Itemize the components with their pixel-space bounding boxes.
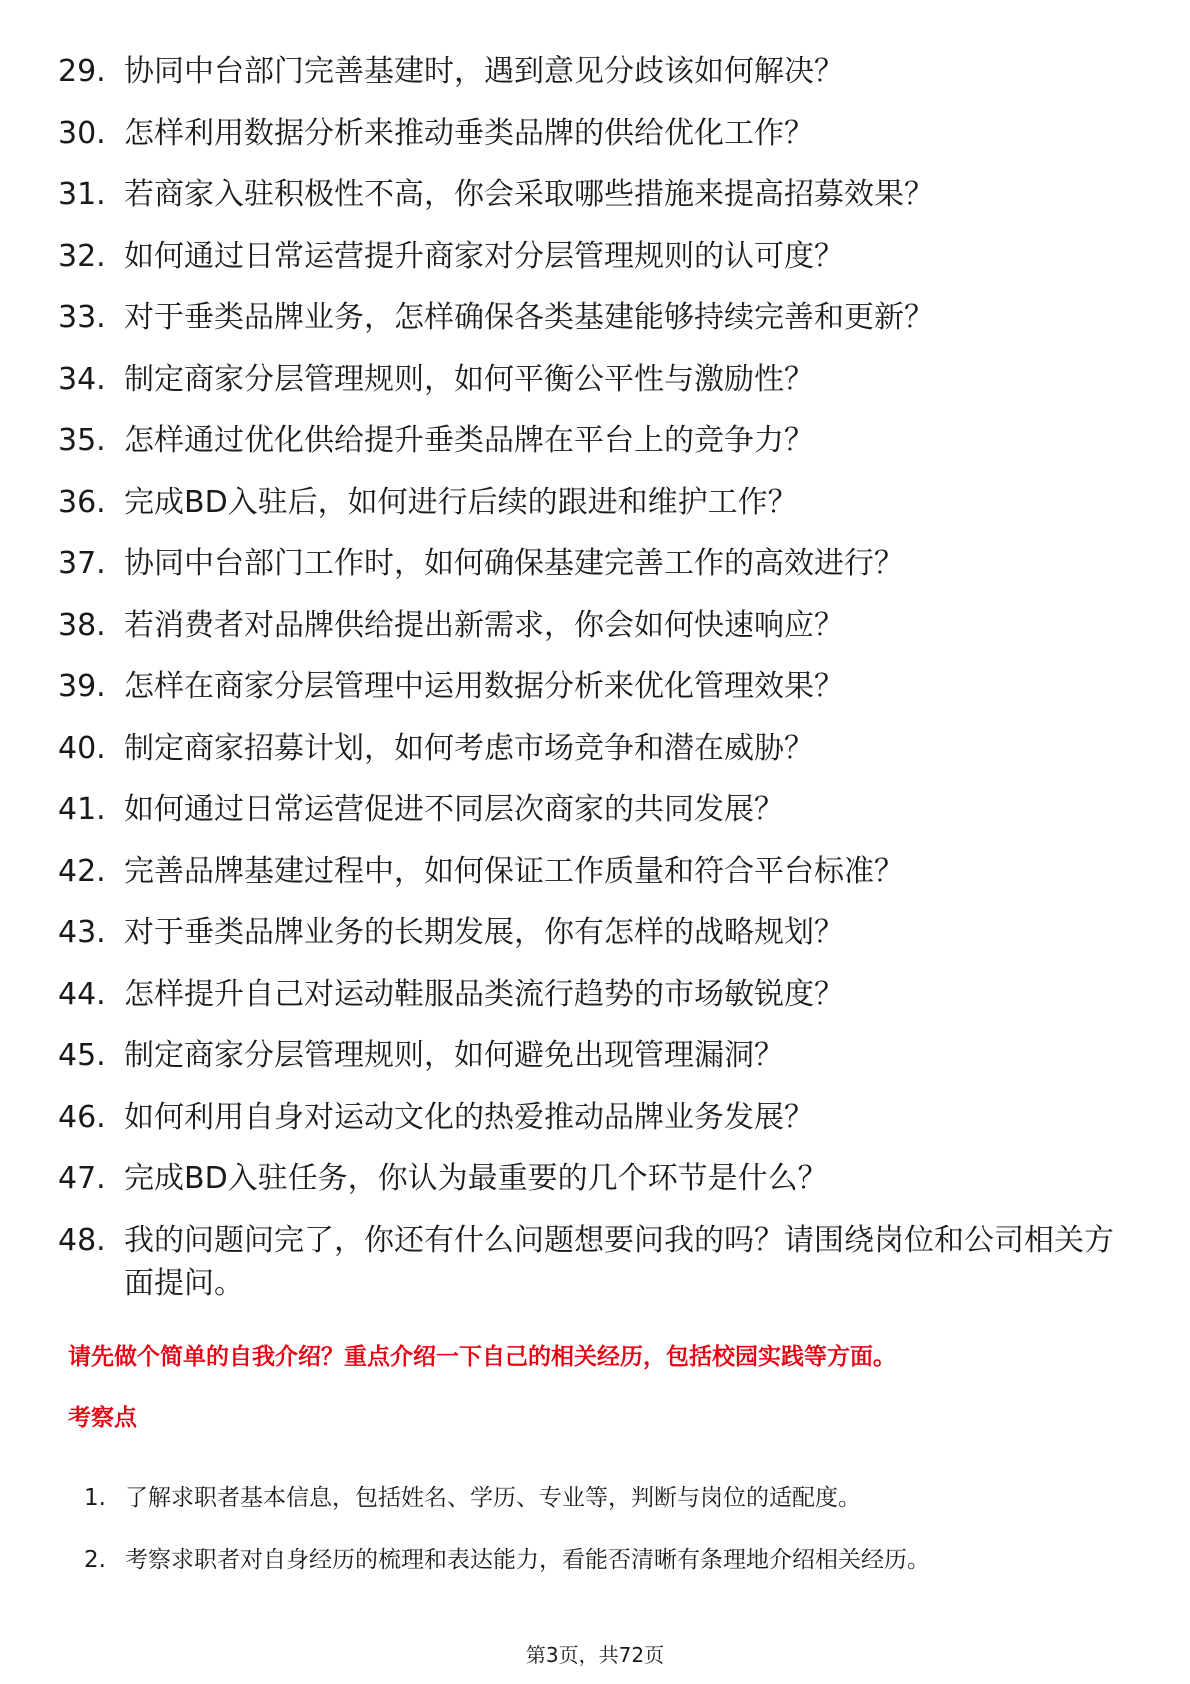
question-item — [58, 1096, 1138, 1139]
question-item — [58, 50, 1138, 93]
question-item — [58, 665, 1138, 708]
question-item — [58, 235, 1138, 278]
question-number: 44. — [58, 976, 106, 1012]
question-item — [58, 604, 1138, 647]
question-item — [58, 788, 1138, 831]
point-number: 1. — [84, 1485, 106, 1511]
question-item — [58, 173, 1138, 216]
question-item — [58, 358, 1138, 401]
question-number: 46. — [58, 1099, 106, 1135]
question-text: 怎样通过优化供给提升垂类品牌在平台上的竞争力？ — [124, 423, 814, 458]
question-number: 36. — [58, 484, 106, 520]
question-text: 若商家入驻积极性不高，你会采取哪些措施来提高招募效果？ — [124, 177, 934, 212]
question-text: 制定商家分层管理规则，如何平衡公平性与激励性？ — [124, 361, 814, 397]
question-number: 37. — [58, 546, 106, 581]
point-text: 考察求职者对自身经历的梳理和表达能力，看能否清晰有条理地介绍相关经历。 — [125, 1547, 930, 1573]
question-number: 38. — [58, 607, 106, 643]
question-text: 若消费者对品牌供给提出新需求，你会如何快速响应？ — [124, 607, 844, 643]
question-item — [58, 112, 1138, 155]
page-number-footer: 第3页，共72页 — [525, 1643, 665, 1667]
point-text: 了解求职者基本信息，包括姓名、学历、专业等，判断与岗位的适配度。 — [125, 1485, 861, 1511]
question-number: 30. — [58, 115, 106, 151]
question-text: 协同中台部门完善基建时，遇到意见分歧该如何解决？ — [124, 54, 844, 89]
question-text: 我的问题问完了，你还有什么问题想要问我的吗？请围绕岗位和公司相关方面提问。 — [124, 1222, 1114, 1301]
section-subheading: 考察点 — [68, 1405, 137, 1431]
question-number: 42. — [58, 853, 106, 889]
question-text: 对于垂类品牌业务的长期发展，你有怎样的战略规划？ — [124, 915, 844, 950]
question-list — [58, 50, 1138, 1323]
question-text: 怎样利用数据分析来推动垂类品牌的供给优化工作？ — [124, 115, 814, 151]
question-number: 43. — [58, 915, 106, 950]
question-number: 33. — [58, 300, 106, 335]
question-text: 完成BD入驻任务，你认为最重要的几个环节是什么？ — [124, 1161, 828, 1196]
question-text: 完成BD入驻后，如何进行后续的跟进和维护工作？ — [124, 484, 798, 520]
question-text: 完善品牌基建过程中，如何保证工作质量和符合平台标准？ — [124, 853, 904, 889]
list-item — [84, 1537, 1114, 1583]
question-number: 40. — [58, 730, 106, 766]
question-text: 如何通过日常运营提升商家对分层管理规则的认可度？ — [124, 238, 844, 274]
question-text: 协同中台部门工作时，如何确保基建完善工作的高效进行？ — [124, 546, 904, 581]
question-item — [58, 1157, 1138, 1200]
question-number: 35. — [58, 423, 106, 458]
question-text: 对于垂类品牌业务，怎样确保各类基建能够持续完善和更新？ — [124, 300, 934, 335]
question-item — [58, 1034, 1138, 1077]
question-number: 41. — [58, 792, 106, 827]
question-number: 29. — [58, 54, 106, 89]
question-number: 31. — [58, 177, 106, 212]
question-item — [58, 973, 1138, 1016]
question-item — [58, 850, 1138, 893]
question-text: 如何通过日常运营促进不同层次商家的共同发展？ — [124, 792, 784, 827]
section-question-heading: 请先做个简单的自我介绍？重点介绍一下自己的相关经历，包括校园实践等方面。 — [68, 1344, 896, 1370]
question-item — [58, 911, 1138, 954]
question-item — [58, 542, 1138, 585]
question-number: 34. — [58, 361, 106, 397]
question-item — [58, 1219, 1138, 1305]
question-text: 怎样提升自己对运动鞋服品类流行趋势的市场敏锐度？ — [124, 976, 844, 1012]
question-number: 39. — [58, 669, 106, 704]
question-number: 48. — [58, 1222, 106, 1258]
question-item — [58, 727, 1138, 770]
assessment-point-list — [84, 1475, 1114, 1599]
question-item — [58, 419, 1138, 462]
point-number: 2. — [84, 1547, 106, 1573]
question-text: 制定商家分层管理规则，如何避免出现管理漏洞？ — [124, 1038, 784, 1073]
question-item — [58, 296, 1138, 339]
question-text: 制定商家招募计划，如何考虑市场竞争和潜在威胁？ — [124, 730, 814, 766]
question-number: 47. — [58, 1161, 106, 1196]
question-text: 怎样在商家分层管理中运用数据分析来优化管理效果？ — [124, 669, 844, 704]
question-item — [58, 481, 1138, 524]
question-number: 32. — [58, 238, 106, 274]
question-text: 如何利用自身对运动文化的热爱推动品牌业务发展？ — [124, 1099, 814, 1135]
list-item — [84, 1475, 1114, 1521]
question-number: 45. — [58, 1038, 106, 1073]
